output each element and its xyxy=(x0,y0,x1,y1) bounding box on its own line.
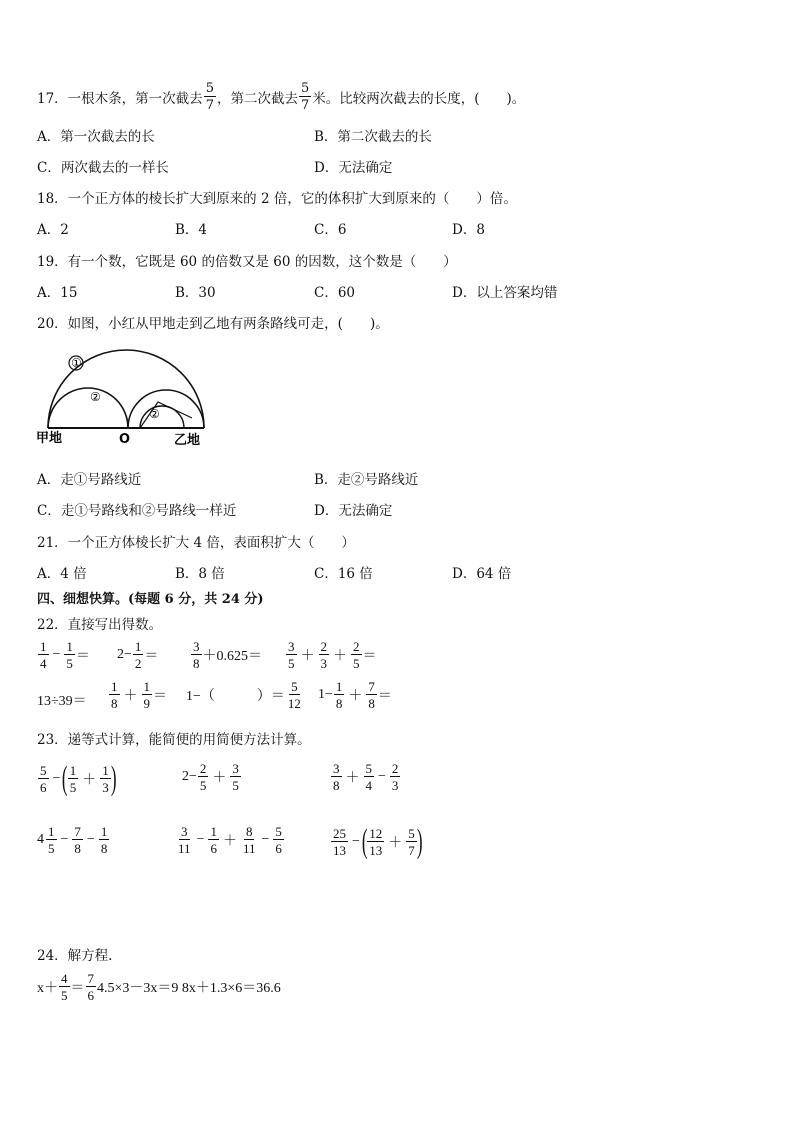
q20-option-a: A．走①号路线近 xyxy=(37,472,142,488)
q18-option-b: B．4 xyxy=(175,222,208,238)
q17-fraction-1: $\frac{5}{7}$ xyxy=(205,81,214,113)
q20-option-b: B．走②号路线近 xyxy=(314,472,419,488)
q21-option-c: C．16 倍 xyxy=(314,566,373,582)
q19-option-c: C．60 xyxy=(314,285,356,301)
q17-prefix: 17．一根木条，第一次截去 xyxy=(37,91,203,107)
question-18: 18．一个正方体的棱长扩大到原来的 2 倍，它的体积扩大到原来的（ ）倍。 xyxy=(37,191,517,207)
q23-calc-2: 2− $\frac{2}{5}$ ＋ $\frac{3}{5}$ xyxy=(182,761,239,793)
route-2-small-arc xyxy=(140,406,184,428)
start-label: 甲地 xyxy=(36,431,63,446)
q22-expr-1: $\frac{1}{4}$ − $\frac{1}{5}$ ＝ xyxy=(40,639,90,671)
q22-expr-8: 1− $\frac{1}{8}$ ＋ $\frac{7}{8}$ ＝ xyxy=(318,679,392,711)
q23-calc-1: $\frac{5}{6}$ − ( $\frac{1}{5}$ ＋ $\frac{1}{3}$ ) xyxy=(40,760,117,797)
q17-fraction-2: $\frac{5}{7}$ xyxy=(300,81,310,113)
q18-option-c: C．6 xyxy=(314,222,347,238)
q22-expr-4: $\frac{3}{5}$ ＋ $\frac{2}{3}$ ＋ $\frac{2}{5}$ ＝ xyxy=(288,639,377,671)
route-2-label: ② xyxy=(90,390,101,404)
q18-option-a: A．2 xyxy=(37,222,69,238)
q24-equations: x＋ $\frac{4}{5}$ ＝ $\frac{7}{6}$ 4.5×3－3x＝9 8x＋1.3×6＝36.6 xyxy=(37,971,281,1003)
route-2b-label: ② xyxy=(149,407,160,421)
question-17 xyxy=(37,82,525,112)
center-label: O xyxy=(119,432,131,447)
q19-option-d: D．以上答案均错 xyxy=(452,285,558,301)
q20-option-d: D．无法确定 xyxy=(314,503,393,519)
question-23: 23．递等式计算，能简便的用简便方法计算。 xyxy=(37,732,311,748)
q21-option-a: A．4 倍 xyxy=(37,566,87,582)
route-2-arc-right xyxy=(128,390,204,428)
q21-option-d: D．64 倍 xyxy=(452,566,512,582)
question-19: 19．有一个数，它既是 60 的倍数又是 60 的因数，这个数是（ ） xyxy=(37,254,457,270)
q20-option-c: C．走①号路线和②号路线一样近 xyxy=(37,503,237,519)
route-diagram xyxy=(34,344,214,450)
q18-option-d: D．8 xyxy=(452,222,485,238)
question-24: 24．解方程. xyxy=(37,948,113,964)
route-2-arc-left xyxy=(48,388,128,428)
q22-expr-2: 2− $\frac{1}{2}$ ＝ xyxy=(117,639,159,671)
q23-calc-6: $\frac{25}{13}$ − ( $\frac{12}{13}$ ＋ $\frac{5}{7}$ ) xyxy=(333,823,423,860)
q17-option-c: C．两次截去的一样长 xyxy=(37,160,169,176)
q17-mid: ，第二次截去 xyxy=(216,91,298,107)
q17-option-d: D．无法确定 xyxy=(314,160,393,176)
q22-expr-5: 13÷39＝ xyxy=(37,694,87,709)
question-20: 20．如图，小红从甲地走到乙地有两条路线可走，( )。 xyxy=(37,316,389,332)
q19-option-b: B．30 xyxy=(175,285,216,301)
q17-option-b: B．第二次截去的长 xyxy=(314,129,432,145)
question-22: 22．直接写出得数。 xyxy=(37,617,163,633)
question-21: 21．一个正方体棱长扩大 4 倍，表面积扩大（ ） xyxy=(37,535,355,551)
q17-option-a: A．第一次截去的长 xyxy=(37,129,155,145)
end-label: 乙地 xyxy=(174,433,201,448)
q23-calc-5: $\frac{3}{11}$ − $\frac{1}{6}$ ＋ $\frac{8}{11}$ − $\frac{5}{6}$ xyxy=(178,824,282,856)
q22-expr-6: $\frac{1}{8}$ ＋ $\frac{1}{9}$ ＝ xyxy=(111,679,167,711)
section-4-title: 四、细想快算。(每题 6 分，共 24 分) xyxy=(37,592,264,607)
route-1-label: ① xyxy=(71,356,82,370)
q22-expr-7: 1−（ ）＝ $\frac{5}{12}$ xyxy=(186,679,301,711)
q23-calc-4: 4 $\frac{1}{5}$ − $\frac{7}{8}$ − $\frac{1}{8}$ xyxy=(37,824,108,856)
q22-expr-3: $\frac{3}{8}$ ＋0.625＝ xyxy=(193,639,262,671)
q21-option-b: B．8 倍 xyxy=(175,566,225,582)
q23-calc-3: $\frac{3}{8}$ ＋ $\frac{5}{4}$ − $\frac{2}{3}$ xyxy=(333,761,399,793)
q17-suffix: 米。比较两次截去的长度，( )。 xyxy=(312,91,526,107)
q19-option-a: A．15 xyxy=(37,285,78,301)
